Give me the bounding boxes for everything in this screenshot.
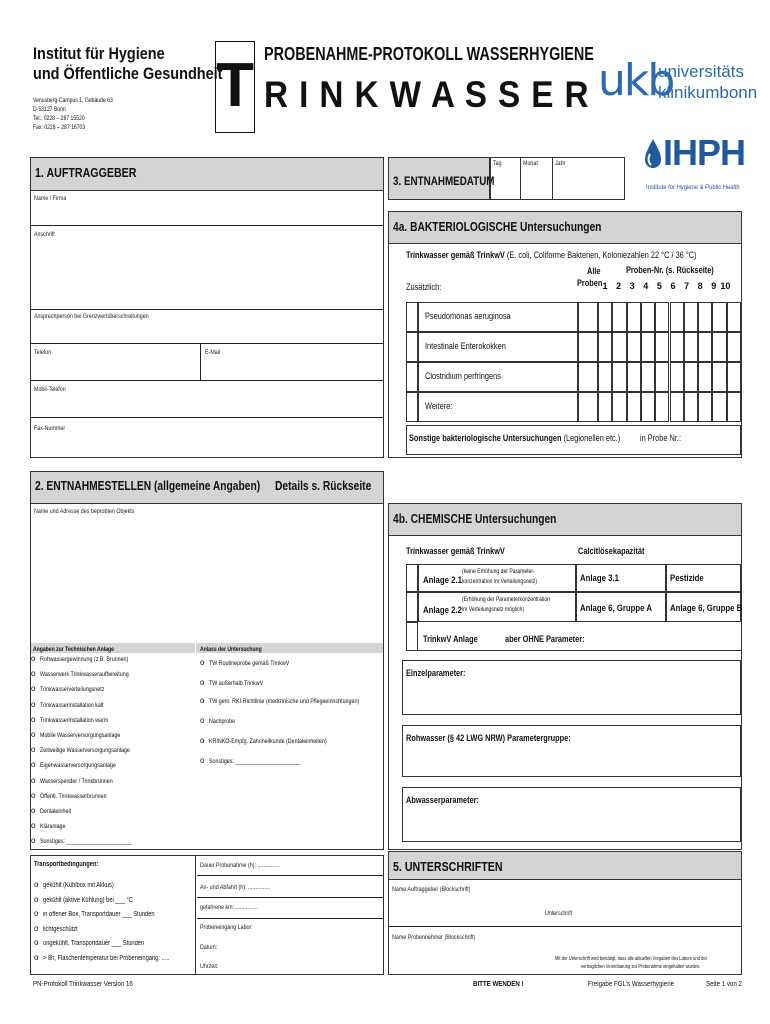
- trinkwv-anlage-label: TrinkwV Anlage: [423, 634, 478, 644]
- section2-title: 2. ENTNAHMESTELLEN (allgemeine Angaben): [35, 479, 261, 493]
- footer-approval: Freigabe FGL's Wasserhygiene: [588, 979, 675, 988]
- tech-anlage-title: Angaben zur Technischen Anlage: [33, 646, 114, 653]
- zusatz-label: Zusätzlich:: [406, 282, 442, 292]
- option-label: Sonstiges: ______________________: [209, 758, 301, 765]
- option-item[interactable]: [34, 924, 85, 939]
- anlage31-label: Anlage 3.1: [580, 573, 619, 584]
- checkbox-probe[interactable]: [627, 332, 641, 362]
- proben-label: Proben: [577, 278, 603, 288]
- alle-label: Alle: [586, 266, 601, 276]
- option-label: Mobile Wasserversorgungsanlage: [40, 732, 121, 739]
- circle-checkbox-icon[interactable]: o: [31, 669, 36, 679]
- protocol-subtitle: R I N K W A S S E R: [264, 74, 590, 115]
- probe-number-header: [599, 281, 741, 293]
- checkbox-bakt-row[interactable]: [406, 332, 418, 362]
- option-item[interactable]: [34, 880, 129, 895]
- option-label: Eigenwasserversorgungsanlage: [40, 762, 116, 770]
- option-label: KRINKO-Empfg. Zahnheilkunde (Dentaleinheiten): [209, 738, 327, 745]
- uhrzeit-label[interactable]: Uhrzeit:: [200, 963, 219, 970]
- tw-bakt-label: Trinkwasser gemäß TrinkwV: [406, 250, 505, 260]
- date-month[interactable]: Monat: [521, 158, 553, 199]
- tw-bakt-detail: (E. coli, Coliforme Bakterien, Koloniezahlen 22 °C / 36 °C): [504, 250, 697, 260]
- circle-checkbox-icon[interactable]: o: [34, 880, 39, 889]
- calcit-label: Calcitlösekapazität: [578, 546, 645, 556]
- option-label: Zeitweilige Wasserversorgungsanlage: [40, 747, 130, 755]
- sign-note: Mit der Unterschrift wird bestätigt, dass alle aktuellen Vorgaben des Labors und der: [555, 956, 708, 962]
- circle-checkbox-icon[interactable]: o: [200, 736, 205, 745]
- checkbox-alle-proben[interactable]: [578, 392, 598, 422]
- checkbox-probe[interactable]: [627, 302, 641, 332]
- circle-checkbox-icon[interactable]: o: [31, 821, 36, 831]
- ukb-logo: [598, 55, 758, 110]
- option-item[interactable]: [200, 736, 352, 745]
- checkbox-probe[interactable]: [655, 392, 669, 422]
- checkbox-probe[interactable]: [641, 302, 655, 332]
- checkbox-probe[interactable]: [712, 332, 726, 362]
- option-label: Trinkwasserinstallation warm: [40, 716, 109, 724]
- circle-checkbox-icon[interactable]: o: [31, 775, 36, 785]
- checkbox-probe[interactable]: [612, 392, 626, 422]
- footer-version: PN-Protokoll Trinkwasser Version 16: [33, 979, 133, 988]
- bakt-row: [418, 392, 578, 422]
- ukb-logo-mark: ukb: [598, 55, 674, 106]
- checkbox-probe[interactable]: [641, 362, 655, 392]
- checkbox-probe[interactable]: [684, 302, 698, 332]
- option-label: Wasserwerk Trinkwasseraufbereitung: [40, 671, 129, 679]
- circle-checkbox-icon[interactable]: o: [200, 696, 205, 705]
- option-item[interactable]: [200, 716, 241, 725]
- protocol-title: PROBENAHME-PROTOKOLL WASSERHYGIENE: [264, 44, 594, 64]
- checkbox-probe[interactable]: [698, 302, 712, 332]
- checkbox-probe[interactable]: [598, 362, 612, 392]
- bakt-row-label: Clostridium perfringens: [425, 371, 501, 381]
- checkbox-probe[interactable]: [670, 392, 684, 422]
- checkbox-probe[interactable]: [670, 302, 684, 332]
- probe-number: 3: [629, 281, 635, 291]
- einzelparameter-box[interactable]: [402, 660, 741, 715]
- field-mobile-label: Mobil-Telefon: [34, 386, 66, 393]
- circle-checkbox-icon[interactable]: o: [31, 684, 36, 694]
- section1-header: [30, 157, 384, 191]
- big-letter: T: [216, 51, 254, 120]
- option-item[interactable]: [31, 821, 71, 836]
- objekt-label: Name und Adresse des beprobten Objekts: [34, 508, 135, 515]
- field-fax-label: Fax-Nummer: [34, 425, 66, 432]
- anfahrt-label[interactable]: An- und Abfahrt (h): ...............: [200, 884, 271, 891]
- option-item[interactable]: [31, 836, 152, 851]
- field-mobile-input[interactable]: [31, 417, 383, 418]
- sonstige-bakt-detail: (Legionellen etc.): [561, 433, 621, 443]
- auftraggeber-sign-label: Name Auftraggeber (Blockschrift): [392, 886, 471, 893]
- option-label: lichtgeschützt: [43, 925, 78, 933]
- probennehmer-sign-label: Name Probennehmer (Blockschrift): [392, 934, 476, 941]
- circle-checkbox-icon[interactable]: o: [200, 756, 205, 765]
- option-label: in offener Box, Transportdauer ___ Stunden: [43, 911, 155, 918]
- checkbox-probe[interactable]: [655, 332, 669, 362]
- option-item[interactable]: [200, 678, 275, 687]
- option-label: ungekühlt, Transportdauer ___ Stunden: [43, 940, 145, 947]
- circle-checkbox-icon[interactable]: o: [31, 790, 36, 800]
- option-label: Rohwassergewinnung (z.B. Brunnen): [40, 656, 129, 663]
- sign-note: vertraglichen Vereinbarung zur Probenahme eingehalten wurden.: [580, 964, 700, 970]
- sonstige-bakt-label: Sonstige bakteriologische Untersuchungen: [409, 433, 562, 443]
- checkbox-probe[interactable]: [712, 362, 726, 392]
- option-item[interactable]: [31, 745, 150, 760]
- ukb-name-line2: klinikumbonn: [658, 83, 758, 102]
- km-label[interactable]: gefahrene km: ...............: [200, 904, 258, 911]
- checkbox-probe[interactable]: [684, 392, 698, 422]
- checkbox-bakt-row[interactable]: [406, 392, 418, 422]
- probe-number: 6: [670, 281, 676, 291]
- circle-checkbox-icon[interactable]: o: [31, 836, 36, 846]
- water-drop-icon: [644, 138, 662, 170]
- option-item[interactable]: [31, 669, 148, 684]
- section1-title: 1. AUFTRAGGEBER: [35, 165, 137, 180]
- abwasser-label: Abwasserparameter:: [406, 795, 480, 805]
- probe-number: 4: [643, 281, 649, 291]
- in-probe-label: in Probe Nr.:: [640, 433, 682, 443]
- bakt-row: [418, 362, 578, 392]
- checkbox-probe[interactable]: [612, 332, 626, 362]
- checkbox-probe[interactable]: [712, 392, 726, 422]
- checkbox-probe[interactable]: [655, 302, 669, 332]
- option-item[interactable]: [34, 895, 153, 910]
- checkbox-bakt-row[interactable]: [406, 362, 418, 392]
- checkbox-probe[interactable]: [670, 362, 684, 392]
- checkbox-ohne-parameter[interactable]: [406, 622, 418, 651]
- option-label: Trinkwasserverteilungsnetz: [40, 686, 105, 694]
- option-item[interactable]: [31, 654, 148, 669]
- field-email-label: E-Mail: [205, 349, 221, 356]
- ukb-name-line1: universitäts: [658, 62, 744, 81]
- circle-checkbox-icon[interactable]: o: [34, 923, 39, 933]
- tw-chem-label: Trinkwasser gemäß TrinkwV: [406, 546, 505, 556]
- option-label: Öffentl. Trinkwasserbrunnen: [40, 792, 107, 800]
- anlage21-note: (keine Erhöhung der Parameter-: [462, 568, 535, 575]
- ihph-logo-text: IHPH: [663, 132, 746, 173]
- option-label: TW gem. RKI-Richtlinie (medizinische und Pflegeeinrichtungen): [209, 698, 360, 705]
- option-item[interactable]: [31, 791, 121, 806]
- checkbox-probe[interactable]: [627, 362, 641, 392]
- option-item[interactable]: [31, 730, 138, 745]
- option-label: TW außerhalb TrinkwV: [209, 680, 264, 687]
- section2-header: [30, 471, 384, 504]
- anlage22-label: Anlage 2.2: [423, 605, 462, 616]
- option-anlage21[interactable]: [418, 564, 576, 592]
- anlage21-label: Anlage 2.1: [423, 575, 462, 586]
- date-fields: [490, 157, 625, 200]
- probe-number: 1: [602, 281, 608, 291]
- option-item[interactable]: [34, 909, 179, 924]
- circle-checkbox-icon[interactable]: o: [31, 730, 36, 739]
- option-label: TW Routineprobe gemäß TrinkwV: [209, 660, 290, 667]
- checkbox-probe[interactable]: [655, 362, 669, 392]
- checkbox-probe[interactable]: [670, 332, 684, 362]
- tech-anlage-header: [31, 643, 195, 653]
- checkbox-probe[interactable]: [612, 362, 626, 392]
- field-address-label: Anschrift: [34, 231, 55, 238]
- option-label: gekühlt (aktive Kühlung) bei ___ °C: [43, 896, 134, 904]
- circle-checkbox-icon[interactable]: o: [34, 952, 39, 962]
- anlage6b-label: Anlage 6, Gruppe B: [670, 603, 743, 614]
- address-line: D-53127 Bonn: [33, 106, 66, 113]
- option-item[interactable]: [31, 700, 117, 715]
- checkbox-probe[interactable]: [598, 332, 612, 362]
- probe-number: 8: [697, 281, 703, 291]
- circle-checkbox-icon[interactable]: o: [34, 909, 39, 918]
- circle-checkbox-icon[interactable]: o: [200, 678, 205, 687]
- checkbox-probe[interactable]: [727, 302, 741, 332]
- option-label: Wasserspender / Trinkbrunnen: [40, 777, 113, 785]
- option-label: Kläranlage: [40, 823, 66, 831]
- section3-header: [388, 157, 495, 200]
- checkbox-probe[interactable]: [684, 362, 698, 392]
- circle-checkbox-icon[interactable]: o: [34, 894, 39, 904]
- option-item[interactable]: [31, 760, 133, 775]
- circle-checkbox-icon[interactable]: o: [200, 658, 205, 667]
- address-line: Tel.: 0228 – 287 15520: [33, 115, 85, 122]
- footer-page: Seite 1 von 2: [706, 979, 742, 988]
- field-address-input[interactable]: [31, 239, 383, 309]
- bakt-row: [418, 302, 578, 332]
- section2-details: Details s. Rückseite: [275, 479, 372, 493]
- abwasser-box[interactable]: [402, 787, 741, 842]
- anlage6a-label: Anlage 6, Gruppe A: [580, 603, 653, 614]
- probennehmer-sign-field[interactable]: [389, 942, 741, 954]
- rohwasser-label: Rohwasser (§ 42 LWG NRW) Parametergruppe:: [406, 733, 571, 743]
- anlage22-note: im Verteilungsnetz möglich): [462, 606, 525, 613]
- circle-checkbox-icon[interactable]: o: [31, 806, 36, 815]
- bakt-row-label: Weitere:: [425, 401, 453, 411]
- probennr-label: Proben-Nr. (s. Rückseite): [626, 265, 714, 275]
- checkbox-alle-proben[interactable]: [578, 302, 598, 332]
- bakt-row-label: Intestinale Enterokokken: [425, 341, 506, 351]
- checkbox-alle-proben[interactable]: [578, 332, 598, 362]
- section4a-header: [388, 211, 742, 244]
- option-label: > 8h, Flaschentemperatur bei Probeneingang: .....: [43, 954, 170, 962]
- option-item[interactable]: [34, 938, 166, 953]
- checkbox-probe[interactable]: [712, 302, 726, 332]
- section3-title: 3. ENTNAHMEDATUM: [393, 174, 495, 188]
- checkbox-probe[interactable]: [727, 362, 741, 392]
- ohne-parameter-label: aber OHNE Parameter:: [505, 634, 585, 644]
- transport-section: [30, 855, 384, 975]
- address-line: Venusberg-Campus 1, Gebäude 63: [33, 97, 113, 104]
- option-item[interactable]: [200, 756, 321, 765]
- einzelparameter-label: Einzelparameter:: [406, 668, 466, 678]
- field-name-input[interactable]: [31, 225, 383, 226]
- checkbox-probe[interactable]: [598, 392, 612, 422]
- anlage22-note: (Erhöhung der Parameterkonzentration: [462, 596, 550, 603]
- checkbox-anlage22[interactable]: [406, 592, 418, 622]
- footer-please-turn: BITTE WENDEN !: [473, 979, 524, 988]
- option-anlage6b[interactable]: [666, 592, 741, 622]
- pestizide-label: Pestizide: [670, 573, 704, 584]
- field-email-input[interactable]: [202, 344, 383, 380]
- eingang-label: Probeneingang Labor:: [200, 924, 253, 931]
- rohwasser-box[interactable]: [402, 725, 741, 777]
- circle-checkbox-icon[interactable]: o: [31, 654, 36, 663]
- option-item[interactable]: [31, 684, 119, 699]
- anlass-header: [196, 643, 383, 653]
- probe-number: 9: [711, 281, 717, 291]
- tech-anlage-list: [31, 654, 195, 850]
- checkbox-alle-proben[interactable]: [578, 362, 598, 392]
- option-label: Nachprobe: [209, 718, 236, 725]
- checkbox-probe[interactable]: [698, 332, 712, 362]
- circle-checkbox-icon[interactable]: o: [31, 714, 36, 724]
- option-anlage31[interactable]: [576, 564, 666, 592]
- checkbox-probe[interactable]: [641, 332, 655, 362]
- section4a-title: 4a. BAKTERIOLOGISCHE Untersuchungen: [393, 220, 602, 234]
- field-contact-label: Ansprechperson bei Grenzwertüberschreitungen: [34, 313, 149, 320]
- checkbox-bakt-row[interactable]: [406, 302, 418, 332]
- circle-checkbox-icon[interactable]: o: [200, 716, 205, 725]
- anlass-title: Anlass der Untersuchung: [200, 646, 262, 653]
- probe-number: 2: [616, 281, 622, 291]
- address-line: Fax: 0228 – 287 16703: [33, 124, 86, 131]
- checkbox-probe[interactable]: [684, 332, 698, 362]
- circle-checkbox-icon[interactable]: o: [34, 938, 39, 947]
- field-phone-input[interactable]: [31, 344, 201, 380]
- option-item[interactable]: [200, 658, 307, 667]
- checkbox-probe[interactable]: [727, 392, 741, 422]
- bakt-grid: [406, 302, 742, 424]
- section5-title: 5. UNTERSCHRIFTEN: [393, 859, 503, 874]
- bakt-row: [418, 332, 578, 362]
- checkbox-probe[interactable]: [612, 302, 626, 332]
- sonstige-bakt-box[interactable]: [406, 425, 741, 455]
- option-pestizide[interactable]: [666, 564, 741, 592]
- option-item[interactable]: [34, 953, 197, 968]
- field-name-label: Name / Firma: [34, 195, 67, 202]
- checkbox-probe[interactable]: [698, 392, 712, 422]
- circle-checkbox-icon[interactable]: o: [31, 760, 36, 770]
- option-item[interactable]: [31, 776, 129, 791]
- institute-line1: Institut für Hygiene: [33, 44, 165, 63]
- circle-checkbox-icon[interactable]: o: [31, 699, 36, 709]
- big-letter-box: [215, 41, 255, 133]
- option-label: Sonstiges: ______________________: [40, 838, 132, 846]
- probe-number: 10: [720, 281, 731, 291]
- option-anlage6a[interactable]: [576, 592, 666, 622]
- option-label: gekühlt (Kühlbox mit Akkus): [43, 882, 114, 889]
- checkbox-anlage21[interactable]: [406, 564, 418, 592]
- ihph-subtitle: Institute for Hygiene & Public Health: [646, 184, 740, 191]
- option-item[interactable]: [31, 715, 123, 730]
- checkbox-probe[interactable]: [627, 392, 641, 422]
- section1-form: [30, 191, 384, 458]
- transport-title: Transportbedingungen:: [34, 861, 99, 868]
- institute-line2: und Öffentliche Gesundheit: [33, 64, 223, 83]
- date-year[interactable]: Jahr: [555, 160, 566, 167]
- section5-body: [388, 880, 742, 975]
- datum-label[interactable]: Datum:: [200, 944, 218, 951]
- bakt-row-label: Pseudomonas aeruginosa: [425, 311, 511, 321]
- dauer-label[interactable]: Dauer Probenahme (h): ...............: [200, 862, 280, 869]
- option-anlage22[interactable]: [418, 592, 576, 622]
- field-phone-label: Telefon: [34, 349, 52, 356]
- section4b-title: 4b. CHEMISCHE Untersuchungen: [393, 512, 557, 526]
- option-item[interactable]: [200, 696, 392, 705]
- checkbox-probe[interactable]: [598, 302, 612, 332]
- checkbox-probe[interactable]: [641, 392, 655, 422]
- option-label: Dentaleinheit: [40, 808, 72, 815]
- anlass-list: [196, 654, 383, 774]
- probe-number: 5: [656, 281, 662, 291]
- objekt-input[interactable]: [31, 518, 383, 642]
- section4b-header: [388, 503, 742, 536]
- section5-header: [388, 851, 742, 880]
- probe-number: 7: [684, 281, 690, 291]
- checkbox-probe[interactable]: [727, 332, 741, 362]
- anlage21-note: konzentration im Verteilungsnetz): [462, 578, 538, 585]
- checkbox-probe[interactable]: [698, 362, 712, 392]
- ihph-logo: [644, 134, 744, 196]
- option-item[interactable]: [31, 806, 78, 821]
- unterschrift-label: Unterschrift: [545, 910, 573, 917]
- circle-checkbox-icon[interactable]: o: [31, 745, 36, 755]
- option-label: Trinkwasserinstallation kalt: [40, 701, 104, 709]
- institute-address: [33, 96, 130, 132]
- date-day[interactable]: Tag: [491, 158, 521, 199]
